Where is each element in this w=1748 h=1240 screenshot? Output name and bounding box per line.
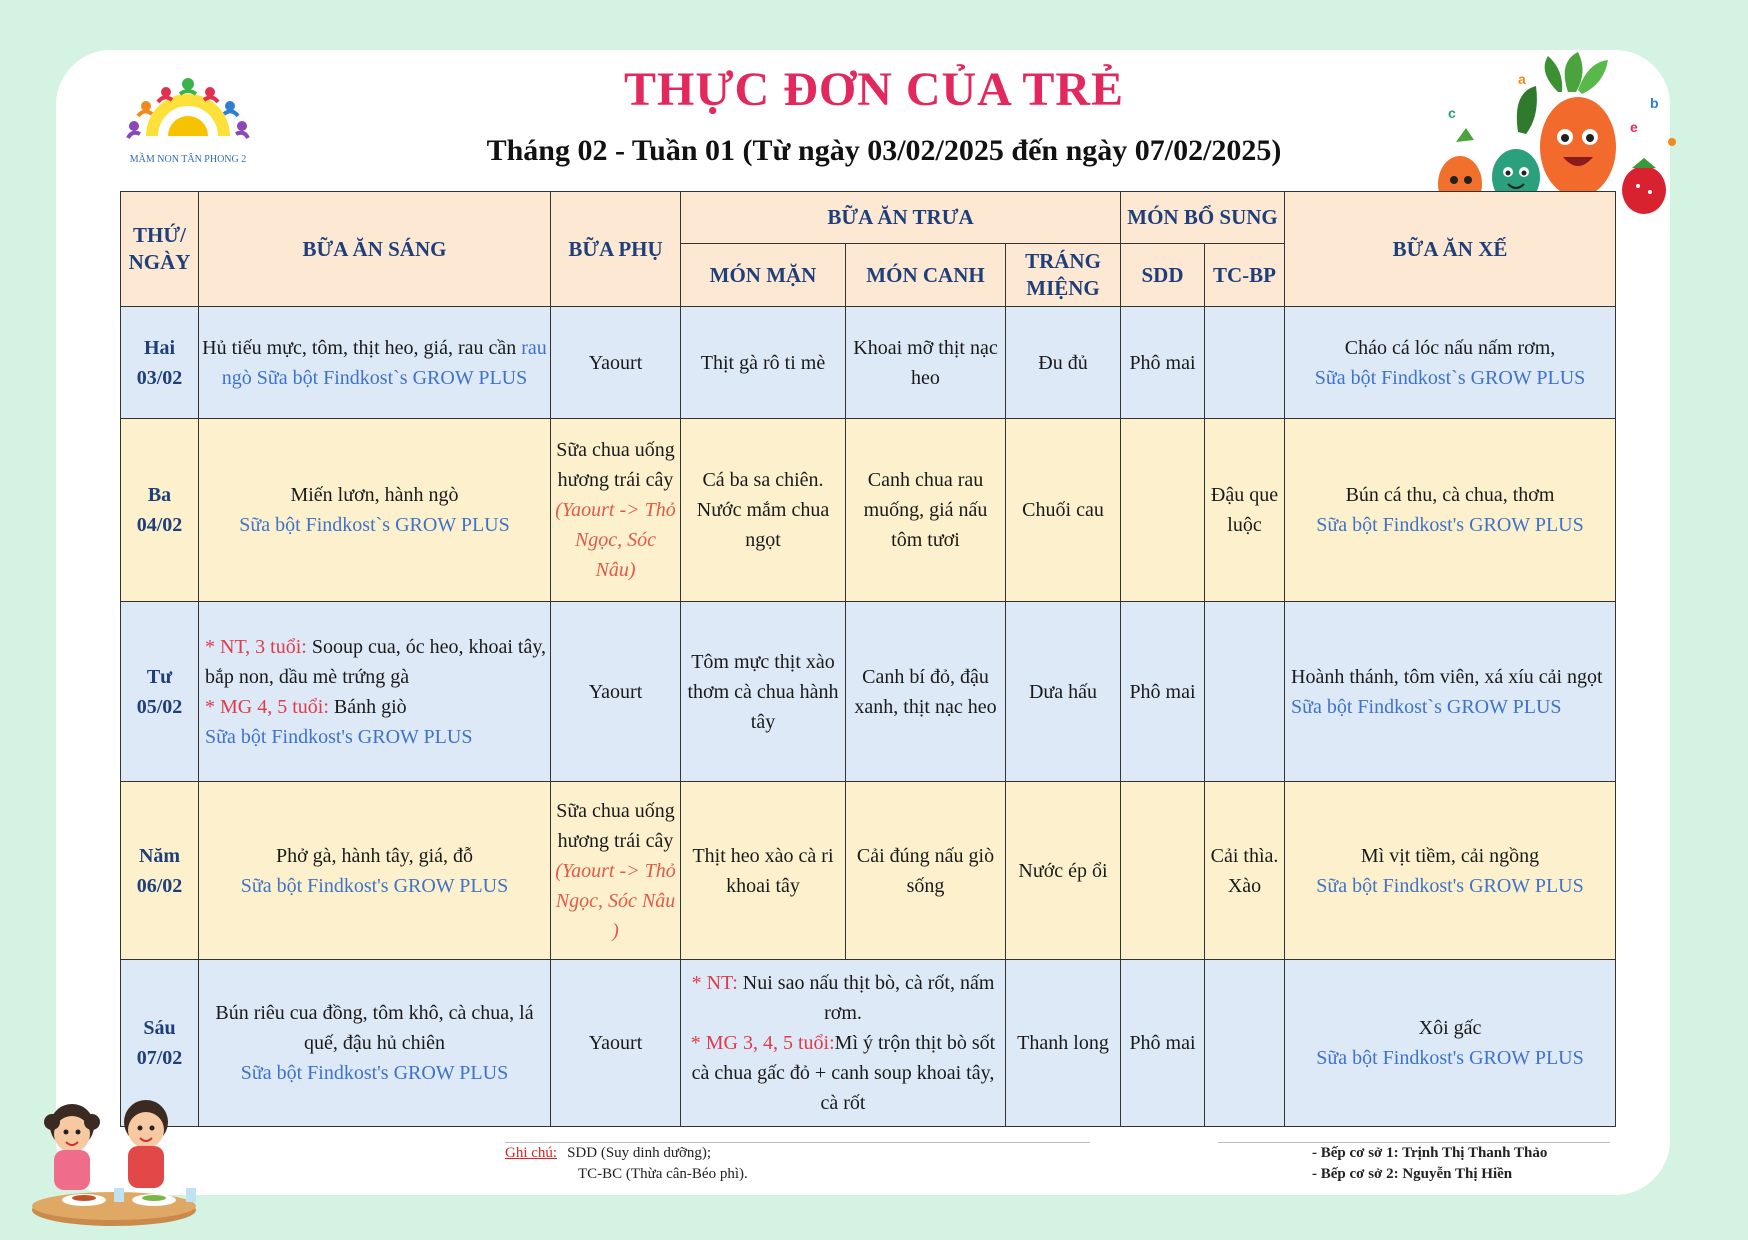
sdd-cell: Phô mai: [1121, 960, 1205, 1127]
main-dish-cell: Cá ba sa chiên. Nước mắm chua ngọt: [681, 419, 846, 602]
header-afternoon: BỮA ĂN XẾ: [1285, 192, 1616, 307]
afternoon-cell: [1285, 307, 1616, 419]
snack-cell: Yaourt: [551, 602, 681, 782]
header-tcbp: TC-BP: [1205, 244, 1285, 307]
dessert-cell: Đu đủ: [1006, 307, 1121, 419]
svg-text:a: a: [1518, 71, 1526, 87]
day-date: 04/02: [136, 514, 183, 536]
day-date: 06/02: [136, 874, 183, 897]
svg-text:e: e: [1630, 119, 1638, 135]
soup-cell: Cải đúng nấu giò sống: [846, 782, 1006, 960]
age-group-label: * MG 3, 4, 5 tuổi:: [690, 1032, 835, 1054]
snack-text: Sữa chua uống hương trái cây: [556, 799, 675, 852]
day-name: Ba: [147, 484, 172, 506]
chefs-section: [1218, 1142, 1610, 1188]
breakfast-text: Bún riêu cua đồng, tôm khô, cà chua, lá quế, đậu hủ chiên: [215, 1002, 534, 1054]
day-name: Hai: [143, 336, 176, 359]
menu-table: [120, 191, 1616, 1127]
chef-line: - Bếp cơ sở 1: Trịnh Thị Thanh Thảo: [1312, 1145, 1548, 1161]
breakfast-cell: [199, 960, 551, 1127]
main-dish-cell: Thịt gà rô ti mè: [681, 307, 846, 419]
header-breakfast: BỮA ĂN SÁNG: [199, 192, 551, 307]
snack-text: Sữa chua uống hương trái cây: [556, 439, 675, 491]
table-row: [121, 960, 1616, 1127]
day-cell: [121, 307, 199, 419]
age-group-label: * NT:: [691, 972, 738, 994]
dessert-cell: Thanh long: [1006, 960, 1121, 1127]
age-group-label: * NT, 3 tuổi:: [205, 635, 307, 658]
soup-cell: Canh bí đỏ, đậu xanh, thịt nạc heo: [846, 602, 1006, 782]
svg-text:c: c: [1448, 105, 1456, 121]
breakfast-milk: Sữa bột Findkost's GROW PLUS: [240, 1062, 509, 1084]
sdd-cell: [1121, 782, 1205, 960]
day-date: 03/02: [136, 366, 183, 389]
soup-cell: Khoai mỡ thịt nạc heo: [846, 307, 1006, 419]
snack-cell: Yaourt: [551, 307, 681, 419]
afternoon-cell: [1285, 782, 1616, 960]
afternoon-milk: Sữa bột Findkost's GROW PLUS: [1316, 514, 1584, 536]
page-title: THỰC ĐƠN CỦA TRẺ: [623, 63, 1125, 116]
tcbp-cell: Cải thìa. Xào: [1205, 782, 1285, 960]
afternoon-cell: [1285, 419, 1616, 602]
snack-cell: Yaourt: [551, 960, 681, 1127]
table-row: [121, 782, 1616, 960]
breakfast-text: Hủ tiếu mực, tôm, thịt heo, giá, rau cần: [202, 336, 517, 359]
header-supplement: MÓN BỔ SUNG: [1121, 192, 1285, 244]
breakfast-cell: [199, 307, 551, 419]
snack-cell: [551, 782, 681, 960]
day-name: Sáu: [143, 1017, 176, 1039]
afternoon-text: Hoành thánh, tôm viên, xá xíu cải ngọt: [1291, 665, 1603, 688]
header-dessert: TRÁNG MIỆNG: [1006, 244, 1121, 307]
notes-line: TC-BC (Thừa cân-Béo phì).: [578, 1166, 748, 1182]
breakfast-cell: [199, 419, 551, 602]
day-cell: [121, 419, 199, 602]
breakfast-text: Sooup cua, óc heo, khoai tây, bắp non, dầu mè trứng gà: [205, 635, 547, 688]
tcbp-cell: [1205, 602, 1285, 782]
breakfast-text: Bánh giò: [328, 695, 407, 718]
main-dish-cell: Tôm mực thịt xào thơm cà chua hành tây: [681, 602, 846, 782]
notes-label: Ghi chú:: [505, 1145, 558, 1161]
dessert-cell: Nước ép ổi: [1006, 782, 1121, 960]
day-cell: [121, 602, 199, 782]
breakfast-milk: Sữa bột Findkost's GROW PLUS: [205, 725, 473, 748]
sdd-cell: Phô mai: [1121, 602, 1205, 782]
snack-note: (Yaourt -> Thỏ Ngọc, Sóc Nâu): [555, 499, 676, 581]
snack-note: (Yaourt -> Thỏ Ngọc, Sóc Nâu ): [555, 859, 676, 942]
kids-eating-illustration: [14, 1092, 214, 1230]
svg-text:b: b: [1650, 95, 1659, 111]
breakfast-text: Miến lươn, hành ngò: [290, 484, 459, 506]
breakfast-cell: [199, 782, 551, 960]
tcbp-cell: Đậu que luộc: [1205, 419, 1285, 602]
lunch-text: Mì ý trộn thịt bò sốt cà chua gấc đỏ + canh soup khoai tây, cà rốt: [691, 1032, 996, 1114]
header-lunch: BỮA ĂN TRƯA: [681, 192, 1121, 244]
day-name: Tư: [146, 665, 173, 688]
day-name: Năm: [138, 844, 181, 867]
afternoon-milk: Sữa bột Findkost's GROW PLUS: [1316, 874, 1584, 897]
lunch-cell: [681, 960, 1006, 1127]
breakfast-milk: Sữa bột Findkost's GROW PLUS: [240, 874, 509, 897]
header-day: THỨ/ NGÀY: [121, 192, 199, 307]
sdd-cell: [1121, 419, 1205, 602]
notes-section: [505, 1142, 1090, 1188]
header-sdd: SDD: [1121, 244, 1205, 307]
table-row: [121, 419, 1616, 602]
table-row: [121, 602, 1616, 782]
afternoon-cell: [1285, 602, 1616, 782]
day-date: 07/02: [136, 1047, 183, 1069]
day-date: 05/02: [136, 695, 183, 718]
main-dish-cell: Thịt heo xào cà ri khoai tây: [681, 782, 846, 960]
snack-cell: [551, 419, 681, 602]
breakfast-milk: Sữa bột Findkost`s GROW PLUS: [239, 514, 510, 536]
afternoon-text: Xôi gấc: [1418, 1017, 1482, 1039]
lunch-text: Nui sao nấu thịt bò, cà rốt, nấm rơm.: [737, 972, 995, 1024]
tcbp-cell: [1205, 307, 1285, 419]
breakfast-milk: rau ngò Sữa bột Findkost`s GROW PLUS: [221, 336, 547, 389]
header-soup: MÓN CANH: [846, 244, 1006, 307]
afternoon-milk: Sữa bột Findkost's GROW PLUS: [1316, 1047, 1584, 1069]
soup-cell: Canh chua rau muống, giá nấu tôm tươi: [846, 419, 1006, 602]
afternoon-milk: Sữa bột Findkost`s GROW PLUS: [1291, 695, 1562, 718]
page-subtitle: Tháng 02 - Tuần 01 (Từ ngày 03/02/2025 đến ngày 07/02/2025): [486, 134, 1282, 167]
logo-text: MẦM NON TÂN PHONG 2: [129, 154, 247, 165]
sdd-cell: Phô mai: [1121, 307, 1205, 419]
breakfast-cell: [199, 602, 551, 782]
afternoon-cell: [1285, 960, 1616, 1127]
header-snack: BỮA PHỤ: [551, 192, 681, 307]
afternoon-text: Cháo cá lóc nấu nấm rơm,: [1344, 336, 1556, 359]
day-cell: [121, 782, 199, 960]
age-group-label: * MG 4, 5 tuổi:: [205, 695, 329, 718]
dessert-cell: Chuối cau: [1006, 419, 1121, 602]
header-main-dish: MÓN MẶN: [681, 244, 846, 307]
dessert-cell: Dưa hấu: [1006, 602, 1121, 782]
tcbp-cell: [1205, 960, 1285, 1127]
notes-line: SDD (Suy dinh dưỡng);: [567, 1145, 712, 1161]
afternoon-text: Bún cá thu, cà chua, thơm: [1345, 484, 1555, 506]
table-row: [121, 307, 1616, 419]
breakfast-text: Phở gà, hành tây, giá, đỗ: [275, 844, 474, 867]
afternoon-text: Mì vịt tiềm, cải ngồng: [1360, 844, 1540, 867]
chef-line: - Bếp cơ sở 2: Nguyễn Thị Hiền: [1312, 1166, 1513, 1182]
afternoon-milk: Sữa bột Findkost`s GROW PLUS: [1314, 366, 1586, 389]
